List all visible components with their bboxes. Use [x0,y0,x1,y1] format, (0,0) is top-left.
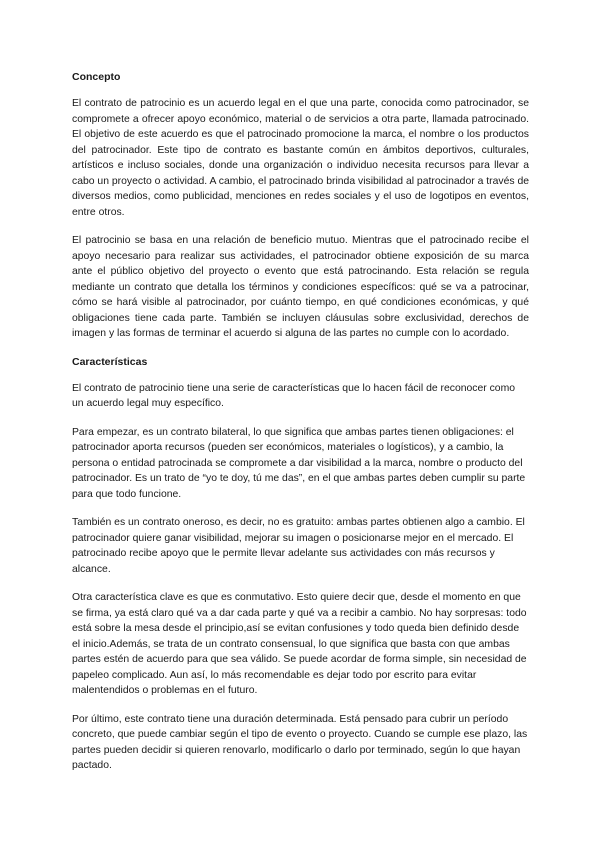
paragraph-concepto-2: El patrocinio se basa en una relación de beneficio mutuo. Mientras que el patrocinado recibe el apoyo necesario para realizar sus actividades, el patrocinador obtiene exposición de su marca ante el público objetivo del proyecto o evento que está patrocinando. Esta relación se regula mediante un contrato que detalla los términos y condiciones específicos: qué se va a patrocinar, cómo se hará visible al patrocinador, por cuánto tiempo, en qué condiciones económicas, y qué obligaciones tiene cada parte. También se incluyen cláusulas sobre exclusividad, derechos de imagen y las formas de terminar el acuerdo si alguna de las partes no cumple con lo acordado. [72,235,529,339]
paragraph-concepto-1: El contrato de patrocinio es un acuerdo legal en el que una parte, conocida como patrocinador, se compromete a ofrecer apoyo económico, material o de servicios a otra parte, llamada patrocinado. El objetivo de este acuerdo es que el patrocinado promocione la marca, el nombre o los productos del patrocinador. Este tipo de contrato es bastante común en ámbitos deportivos, culturales, artísticos e incluso sociales, donde una organización o individuo necesita recursos para llevar a cabo un proyecto o actividad. A cambio, el patrocinado brinda visibilidad al patrocinador a través de diversos medios, como publicidad, menciones en redes sociales y el uso de logotipos en eventos, entre otros. [72,98,529,218]
paragraph-caracteristicas-3: También es un contrato oneroso, es decir, no es gratuito: ambas partes obtienen algo a cambio. El patrocinador quiere ganar visibilidad, mejorar su imagen o posicionarse mejor en el mercado. El patrocinado recibe apoyo que le permite llevar adelante sus actividades con más recursos y alcance. [72,517,525,575]
heading-concepto: Concepto [72,71,121,83]
paragraph-caracteristicas-2: Para empezar, es un contrato bilateral, lo que significa que ambas partes tienen obligaciones: el patrocinador aporta recursos (pueden ser económicos, materiales o logísticos), y a cambio, la persona o entidad patrocinada se compromete a dar visibilidad a la marca, nombre o producto del patrocinador. Es un trato de “yo te doy, tú me das”, en el que ambas partes deben cumplir su parte para que todo funcione. [72,426,526,500]
heading-caracteristicas: Características [72,355,148,368]
document-page [72,62,529,787]
paragraph-caracteristicas-4: Otra característica clave es que es conmutativo. Esto quiere decir que, desde el momento en que se firma, ya está claro qué va a dar cada parte y qué va a recibir a cambio. No hay sorpresas: todo está sobre la mesa desde el principio,así se evitan confusiones y todo queda bien definido desde el inicio.Además, se trata de un contrato consensual, lo que significa que basta con que ambas partes estén de acuerdo para que sea válido. Se puede acordar de forma simple, sin necesidad de papeleo complicado. Aun así, lo más recomendable es dejar todo por escrito para evitar malentendidos o problemas en el futuro. [72,592,527,696]
paragraph-caracteristicas-5: Por último, este contrato tiene una duración determinada. Está pensado para cubrir un período concreto, que puede cambiar según el tipo de evento o proyecto. Cuando se cumple ese plazo, las partes pueden decidir si quieren renovarlo, modificarlo o darlo por terminado, según lo que hayan pactado. [72,713,528,771]
paragraph-caracteristicas-1: El contrato de patrocinio tiene una serie de características que lo hacen fácil de reconocer como un acuerdo legal muy específico. [72,382,516,409]
